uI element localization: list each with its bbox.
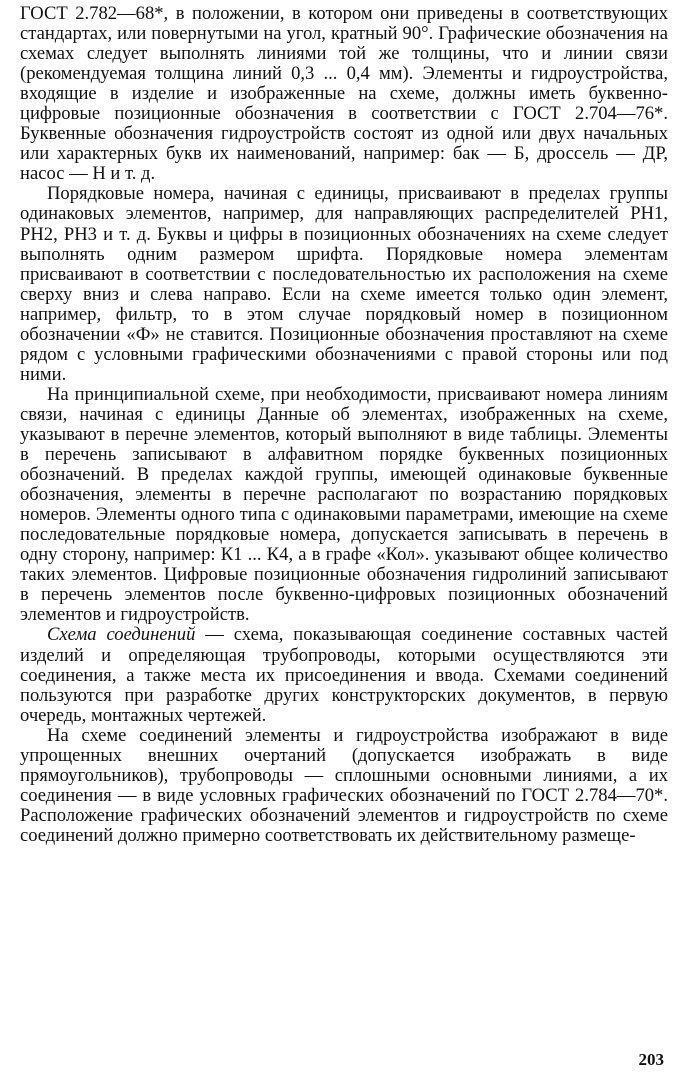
paragraph-connection-scheme	[20, 625, 668, 725]
term-connection-scheme: Схема соединений	[47, 624, 196, 646]
definition-connection-scheme: — схема, показывающая соединение составных частей изделий и определяющая трубопроводы, которыми осуществляются эти соединения, а также места их присоединения и ввода. Схемами соединений пользуются при разработке других конструкторских документов, в первую очередь, монтажных чертежей.	[20, 624, 669, 726]
paragraph-ordinal-numbers: Порядковые номера, начиная с единицы, присваивают в пределах группы одинаковых элементов, например, для направляющих распределителей РН1, РН2, РН3 и т. д. Буквы и цифры в позиционных обозначениях на схеме следует выполнять одним размером шрифта. Порядковые номера элементам присваивают в соответствии с последовательностью их расположения на схеме сверху вниз и слева направо. Если на схеме имеется только один элемент, например, фильтр, то в этом случае порядковый номер в позиционном обозначении «Ф» не ставится. Позиционные обозначения проставляют на схеме рядом с условными графическими обозначениями с правой стороны или под ними.	[20, 183, 668, 385]
paragraph-connection-elements: На схеме соединений элементы и гидроустройства изображают в виде упрощенных внешних очертаний (допускается изображать в виде прямоугольников), трубопроводы — сплошными основными линиями, а их соединения — в виде условных графических обозначений по ГОСТ 2.784—70*. Расположение графических обозначений элементов и гидроустройств по схеме соединений должно примерно соответствовать их действительному размеще-	[20, 724, 668, 846]
paragraph-continuation: ГОСТ 2.782—68*, в положении, в котором они приведены в соответствующих стандартах, или повернутыми на угол, кратный 90°. Графические обозначения на схемах следует выполнять линиями той же толщины, что и линии связи (рекомендуемая толщина линий 0,3 ... 0,4 мм). Элементы и гидроустройства, входящие в изделие и изображенные на схеме, должны иметь буквенно-цифровые позиционные обозначения в соответствии с ГОСТ 2.704—76*. Буквенные обозначения гидроустройств состоят из одной или двух начальных или характерных букв их наименований, например: бак — Б, дроссель — ДР, насос — Н и т. д.	[20, 3, 668, 185]
page-number: 203	[638, 1050, 664, 1069]
paragraph-schematic-numbering: На принципиальной схеме, при необходимости, присваивают номера линиям связи, начиная с единицы Данные об элементах, изображенных на схеме, указывают в перечне элементов, который выполняют в виде таблицы. Элементы в перечень записывают в алфавитном порядке буквенных позиционных обозначений. В пределах каждой группы, имеющей одинаковые буквенные обозначения, элементы в перечне располагают по возрастанию порядковых номеров. Элементы одного типа с одинаковыми параметрами, имеющие на схеме последовательные порядковые номера, допускается записывать в перечень в одну сторону, например: К1 ... К4, а в графе «Кол». указывают общее количество таких элементов. Цифровые позиционные обозначения гидролиний записывают в перечень элементов после буквенно-цифровых позиционных обозначений элементов и гидроустройств.	[20, 383, 668, 626]
